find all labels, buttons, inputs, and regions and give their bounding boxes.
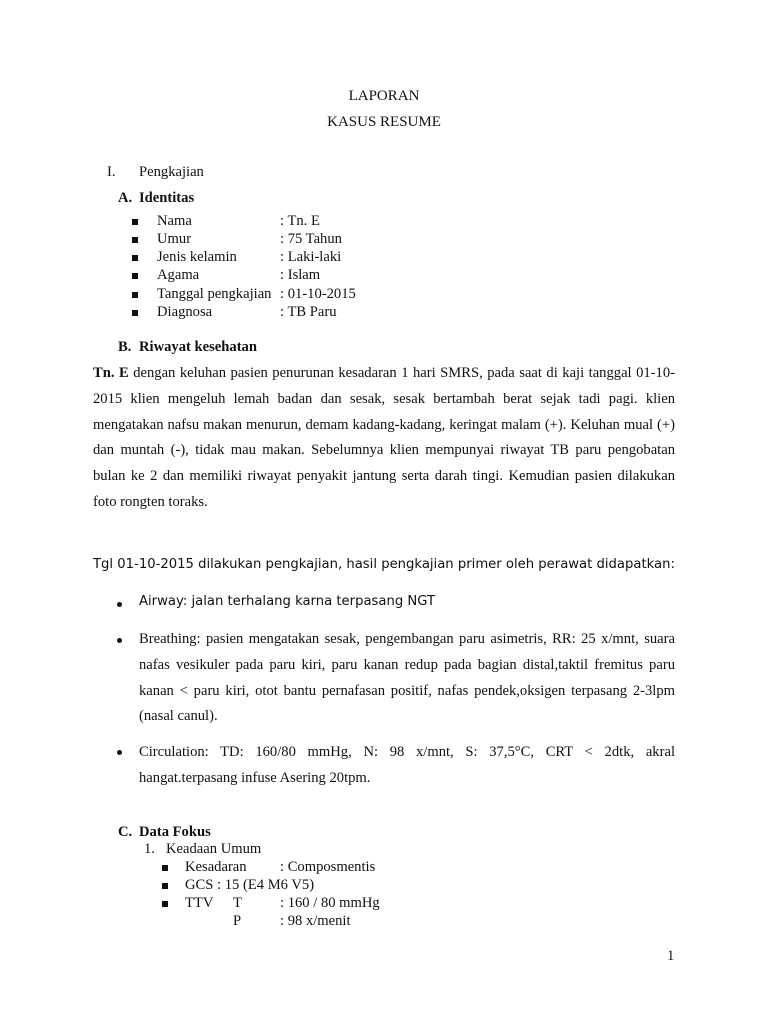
ttv-p-label: P [233, 913, 242, 929]
identitas-heading: Identitas [139, 190, 195, 206]
identitas-value: : Laki-laki [280, 249, 342, 265]
kesadaran-label: Kesadaran [185, 859, 247, 875]
bullet-dot-icon [117, 602, 122, 607]
ttv-label: TTV [185, 895, 214, 911]
bullet-dot-icon [117, 638, 122, 643]
bullet-square-icon [132, 255, 138, 261]
section-title: Pengkajian [139, 164, 204, 180]
gcs-text: GCS : 15 (E4 M6 V5) [185, 877, 315, 893]
bullet-square-icon [162, 883, 168, 889]
breathing-item: Breathing: pasien mengatakan sesak, pengembangan paru asimetris, RR: 25 x/mnt, suara nafas vesikuler pada paru kiri, paru kanan redup pada bagian distal,taktil fremitus paru kanan < paru kiri, otot bantu pernafasan positif, nafas pendek,oksigen terpasang 2-3lpm (nasal canul). [139, 631, 675, 725]
identitas-value: : 75 Tahun [280, 231, 342, 247]
bullet-square-icon [162, 865, 168, 871]
identitas-value: : 01-10-2015 [280, 286, 356, 302]
ttv-p-value: : 98 x/menit [280, 913, 351, 929]
riwayat-text: dengan keluhan pasien penurunan kesadaran 1 hari SMRS, pada saat di kaji tanggal 01-10-2015 klien mengeluh lemah badan dan sesak, sesak bertambah berat sejak tadi pagi. klien mengatakan nafsu makan menurun, demam kadang-kadang, keringat malam (+). Keluhan mual (+) dan muntah (-), tidak mau makan. Sebelumnya klien mempunyai riwayat TB paru pengobatan bulan ke 2 dan memiliki riwayat penyakit jantung serta darah tingi. Kemudian pasien dilakukan foto rongten toraks. [93, 365, 675, 510]
bullet-square-icon [132, 310, 138, 316]
identitas-value: : Tn. E [280, 213, 320, 229]
ttv-t-value: : 160 / 80 mmHg [280, 895, 380, 911]
identitas-label: Umur [157, 231, 192, 247]
report-title: LAPORAN [348, 88, 420, 104]
identitas-value: : TB Paru [280, 304, 337, 320]
identitas-letter: A. [118, 190, 133, 206]
datafokus-letter: C. [118, 824, 133, 840]
page-number: 1 [667, 948, 675, 964]
bullet-square-icon [162, 901, 168, 907]
section-numeral: I. [107, 164, 116, 180]
identitas-label: Nama [157, 213, 192, 229]
keadaan-number: 1. [144, 841, 155, 857]
identitas-label: Tanggal pengkajian [157, 286, 272, 302]
identitas-label: Diagnosa [157, 304, 213, 320]
report-subtitle: KASUS RESUME [327, 114, 441, 130]
ttv-t-label: T [233, 895, 242, 911]
airway-item: Airway: jalan terhalang karna terpasang NGT [139, 594, 436, 609]
bullet-square-icon [132, 292, 138, 298]
riwayat-paragraph [93, 361, 675, 516]
circulation-item: Circulation: TD: 160/80 mmHg, N: 98 x/mnt, S: 37,5°C, CRT < 2dtk, akral hangat.terpasang infuse Asering 20tpm. [139, 744, 675, 786]
riwayat-letter: B. [118, 339, 132, 355]
keadaan-title: Keadaan Umum [166, 841, 262, 857]
identitas-value: : Islam [280, 267, 321, 283]
kesadaran-value: : Composmentis [280, 859, 376, 875]
identitas-label: Jenis kelamin [157, 249, 237, 265]
bullet-square-icon [132, 237, 138, 243]
primer-intro: Tgl 01-10-2015 dilakukan pengkajian, hasil pengkajian primer oleh perawat didapatkan: [93, 557, 675, 572]
bullet-square-icon [132, 273, 138, 279]
riwayat-heading: Riwayat kesehatan [139, 339, 257, 355]
bullet-square-icon [132, 219, 138, 225]
datafokus-heading: Data Fokus [139, 824, 211, 840]
patient-name: Tn. E [93, 365, 129, 381]
identitas-label: Agama [157, 267, 200, 283]
bullet-dot-icon [117, 750, 122, 755]
